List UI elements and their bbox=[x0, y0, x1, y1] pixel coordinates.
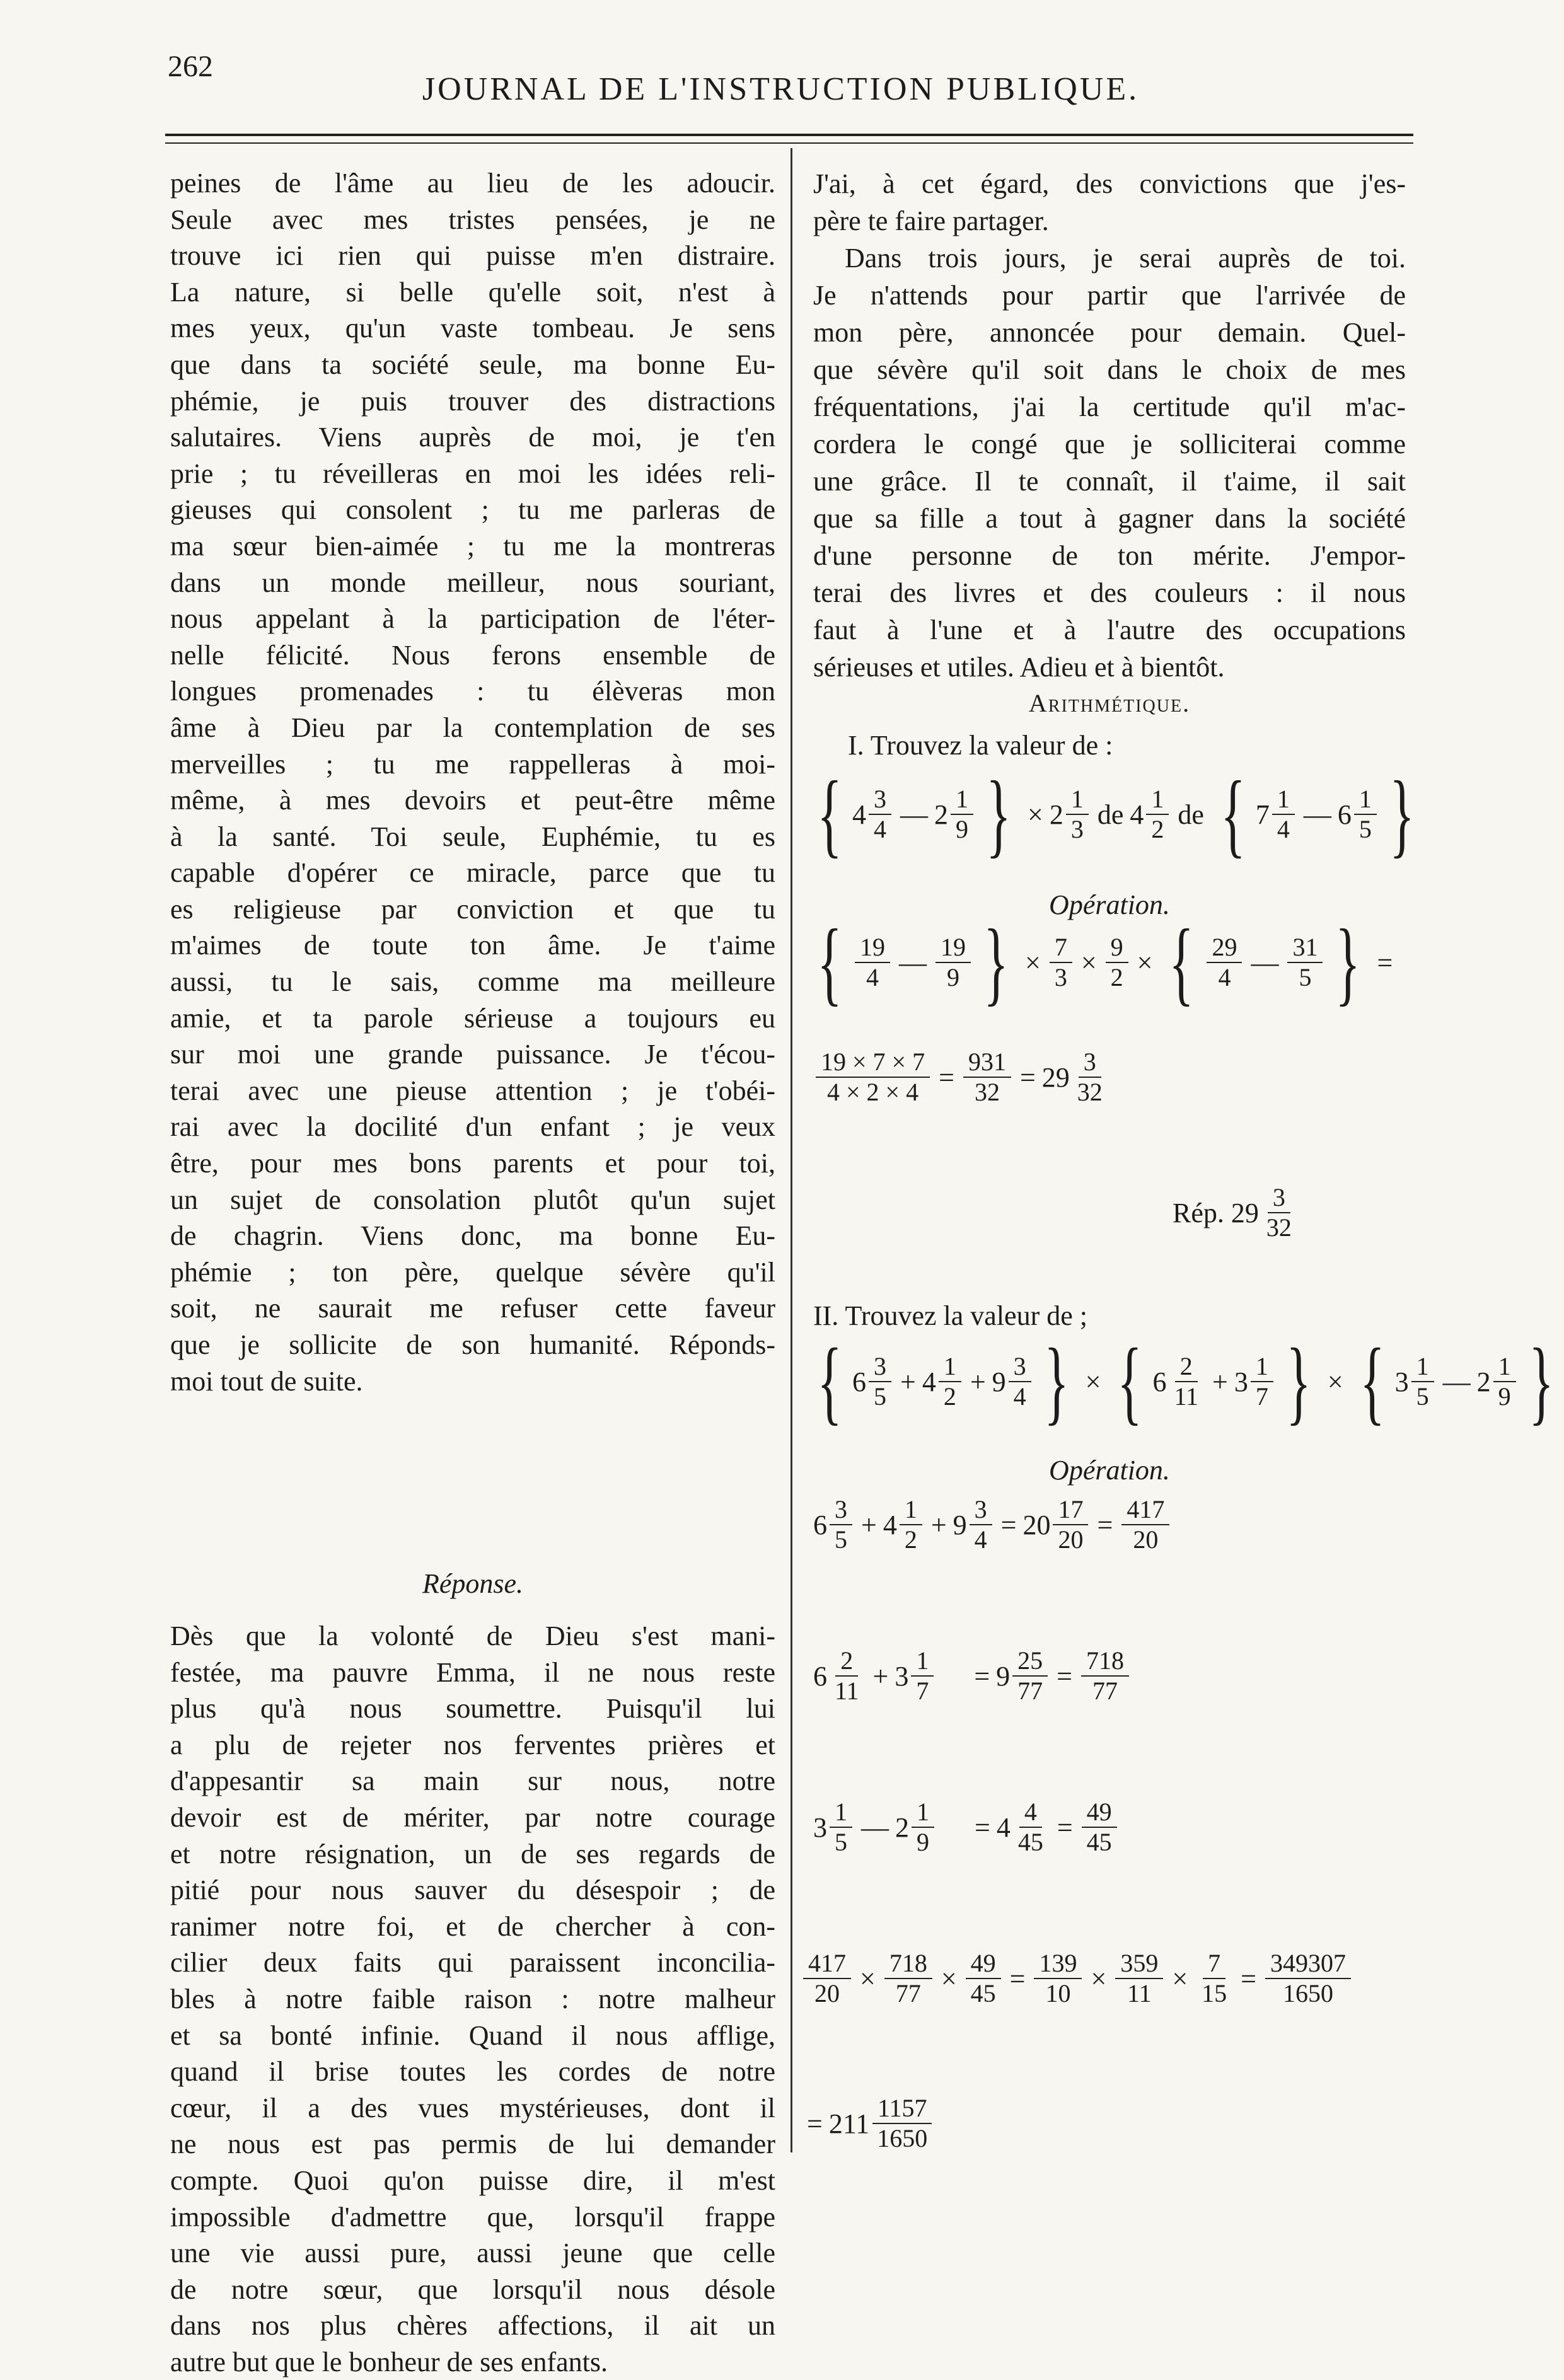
text-line: ma sœur bien-aimée ; tu me la montreras bbox=[170, 530, 775, 562]
text-line: une grâce. Il te connaît, il t'aime, il sait bbox=[813, 466, 1406, 497]
text-line: de chagrin. Viens donc, ma bonne Eu- bbox=[170, 1220, 775, 1252]
text-line: être, pour mes bons parents et pour toi, bbox=[170, 1148, 775, 1179]
problem-2-expression: { 6 $\frac{3}{5}$ + 4 $\frac{1}{2}$ + 9 $\frac{3}{4}$ } × { 6 $\frac{2}{11}$ + 3 $\frac{1}{7}$ } × { 3 $\frac{1}{5}$ — 2 $\frac{1}{9}$ } bbox=[817, 1329, 1554, 1434]
problem-2-step-1: 6 $\frac{3}{5}$ + 4 $\frac{1}{2}$ + 9 $\frac{3}{4}$ = 20 $\frac{17}{20}$ = $\frac{417}{20}$ bbox=[813, 1495, 1172, 1554]
text-line: faut à l'une et à l'autre des occupations bbox=[813, 615, 1406, 645]
text-line: que sévère qu'il soit dans le choix de mes bbox=[813, 354, 1406, 385]
problem-1-step-2: $\frac{19 \times 7 \times 7}{4 \times 2 \times 4}$ = $\frac{931}{32}$ = 29 $\frac{3}{32}$ bbox=[813, 1048, 1110, 1107]
problem-2-step-2: 6 $\frac{2}{11}$ + 3 $\frac{1}{7}$ = 9 $\frac{25}{77}$ = $\frac{718}{77}$ bbox=[813, 1646, 1132, 1706]
text-line: amie, et ta parole sérieuse a toujours eu bbox=[170, 1002, 775, 1034]
text-line: bles à notre faible raison : notre malheur bbox=[170, 1983, 775, 2014]
text-line: rai avec la docilité d'un enfant ; je veux bbox=[170, 1111, 775, 1143]
text-line: cilier deux faits qui paraissent inconcilia- bbox=[170, 1947, 775, 1979]
letter-text bbox=[170, 165, 775, 1399]
text-line: que dans ta société seule, ma bonne Eu- bbox=[170, 349, 775, 380]
text-line: festée, ma pauvre Emma, il ne nous reste bbox=[170, 1656, 775, 1688]
text-line: et sa bonté infinie. Quand il nous afflige, bbox=[170, 2019, 775, 2051]
text-line: père te faire partager. bbox=[813, 205, 1049, 236]
text-line: quand il brise toutes les cordes de notre bbox=[170, 2056, 775, 2088]
right-column bbox=[807, 165, 1554, 2152]
problem-1-answer: Rép. 29 $\frac{3}{32}$ bbox=[1173, 1183, 1292, 1242]
text-line: plus qu'à nous soumettre. Puisqu'il lui bbox=[170, 1693, 775, 1724]
text-line: capable d'opérer ce miracle, parce que tu bbox=[170, 857, 775, 889]
text-line: terai avec une pieuse attention ; je t'obéi- bbox=[170, 1075, 775, 1106]
problem-1-expression: { 4 $\frac{3}{4}$ — 2 $\frac{1}{9}$ } × 2 $\frac{1}{3}$ de 4 $\frac{1}{2}$ de { 7 $\frac{1}{4}$ — 6 $\frac{1}{5}$ } bbox=[817, 762, 1415, 867]
text-line: une vie aussi pure, aussi jeune que celle bbox=[170, 2238, 775, 2269]
left-brace: { bbox=[817, 762, 842, 867]
problem-1-operation-label: Opération. bbox=[1049, 889, 1170, 920]
text-line: soit, ne saurait me refuser cette faveur bbox=[170, 1293, 775, 1324]
text-line: sur moi une grande puissance. Je t'écou- bbox=[170, 1039, 775, 1070]
text-line: impossible d'admettre que, lorsqu'il frappe bbox=[170, 2201, 775, 2233]
text-line: longues promenades : tu élèveras mon bbox=[170, 676, 775, 707]
problem-2-step-3: 3 $\frac{1}{5}$ — 2 $\frac{1}{9}$ = 4 $\frac{4}{45}$ = $\frac{49}{45}$ bbox=[813, 1798, 1120, 1857]
text-line: sérieuses et utiles. Adieu et à bientôt. bbox=[813, 652, 1225, 683]
text-line: même, à mes devoirs et peut-être même bbox=[170, 785, 775, 816]
text-line: d'appesantir sa main sur nous, notre bbox=[170, 1765, 775, 1797]
problem-1-prompt: I. Trouvez la valeur de : bbox=[848, 730, 1113, 761]
text-line: cordera le congé que je solliciterai comme bbox=[813, 429, 1406, 459]
text-line: prie ; tu réveilleras en moi les idées reli- bbox=[170, 458, 775, 489]
problem-2-result: = 211 $\frac{1157}{1650}$ bbox=[801, 2094, 935, 2153]
text-line: à la santé. Toi seule, Euphémie, tu es bbox=[170, 821, 775, 852]
text-line: es religieuse par conviction et que tu bbox=[170, 893, 775, 925]
text-line: moi tout de suite. bbox=[170, 1365, 363, 1397]
reponse-title: Réponse. bbox=[422, 1568, 524, 1599]
header-rule bbox=[165, 134, 1413, 144]
column-divider bbox=[791, 148, 792, 2152]
text-line: Seule avec mes tristes pensées, je ne bbox=[170, 204, 775, 235]
letter-continuation bbox=[813, 165, 1406, 686]
text-line: gieuses qui consolent ; tu me parleras de bbox=[170, 494, 775, 526]
text-line: de notre sœur, que lorsqu'il nous désole bbox=[170, 2273, 775, 2305]
text-line: phémie, je puis trouver des distractions bbox=[170, 385, 775, 417]
running-title: JOURNAL DE L'INSTRUCTION PUBLIQUE. bbox=[422, 71, 1140, 107]
text-line: âme à Dieu par la contemplation de ses bbox=[170, 712, 775, 743]
text-line: Dans trois jours, je serai auprès de toi. bbox=[845, 243, 1406, 274]
text-line: trouve ici rien qui puisse m'en distraire. bbox=[170, 240, 775, 272]
text-line: mes yeux, qu'un vaste tombeau. Je sens bbox=[170, 313, 775, 344]
problem-1-step-1: { $\frac{19}{4}$ — $\frac{19}{9}$ } × $\frac{7}{3}$ × $\frac{9}{2}$ × { $\frac{29}{4}$ — $\frac{31}{5}$ } = bbox=[817, 910, 1393, 1015]
problem-2-prompt: II. Trouvez la valeur de ; bbox=[813, 1300, 1087, 1331]
text-line: autre but que le bonheur de ses enfants. bbox=[170, 2346, 608, 2377]
text-line: nous appelant à la participation de l'éter- bbox=[170, 603, 775, 635]
text-line: ranimer notre foi, et de chercher à con- bbox=[170, 1910, 775, 1942]
problem-2-operation-label: Opération. bbox=[1049, 1455, 1170, 1486]
text-line: cœur, il a des vues mystérieuses, dont il bbox=[170, 2092, 775, 2123]
text-line: aussi, tu le sais, comme ma meilleure bbox=[170, 966, 775, 998]
text-line: fréquentations, j'ai la certitude qu'il m'ac- bbox=[813, 391, 1406, 422]
text-line: peines de l'âme au lieu de les adoucir. bbox=[170, 168, 775, 199]
text-line: Je n'attends pour partir que l'arrivée de bbox=[813, 280, 1406, 311]
text-line: J'ai, à cet égard, des convictions que j'es- bbox=[813, 168, 1406, 199]
section-title: Arithmétique. bbox=[1028, 689, 1191, 717]
text-line: salutaires. Viens auprès de moi, je t'en bbox=[170, 422, 775, 453]
text-line: mon père, annoncée pour demain. Quel- bbox=[813, 317, 1406, 348]
text-line: a plu de rejeter nos ferventes prières et bbox=[170, 1729, 775, 1760]
text-line: pitié pour nous sauver du désespoir ; de bbox=[170, 1875, 775, 1906]
text-line: merveilles ; tu me rappelleras à moi- bbox=[170, 748, 775, 780]
left-column bbox=[170, 165, 775, 2377]
problem-2-step-4: $\frac{417}{20}$ × $\frac{718}{77}$ × $\frac{49}{45}$ = $\frac{139}{10}$ × $\frac{359}{11}$ × $\frac{7}{15}$ = $\frac{349307}{1650}$ bbox=[801, 1949, 1353, 2008]
text-line: m'aimes de toute ton âme. Je t'aime bbox=[170, 930, 775, 961]
text-line: dans nos plus chères affections, il ait un bbox=[170, 2310, 775, 2342]
text-line: nelle félicité. Nous ferons ensemble de bbox=[170, 639, 775, 671]
text-line: compte. Quoi qu'on puisse dire, il m'est bbox=[170, 2164, 775, 2196]
text-line: et notre résignation, un de ses regards de bbox=[170, 1838, 775, 1869]
text-line: phémie ; ton père, quelque sévère qu'il bbox=[170, 1256, 775, 1288]
text-line: dans un monde meilleur, nous souriant, bbox=[170, 567, 775, 598]
text-line: Dès que la volonté de Dieu s'est mani- bbox=[170, 1620, 775, 1651]
text-line: que sa fille a tout à gagner dans la société bbox=[813, 503, 1406, 534]
text-line: ne nous est pas permis de lui demander bbox=[170, 2129, 775, 2160]
text-line: devoir est de mériter, par notre courage bbox=[170, 1801, 775, 1833]
text-line: d'une personne de ton mérite. J'empor- bbox=[813, 540, 1406, 571]
text-line: terai des livres et des couleurs : il nous bbox=[813, 577, 1406, 608]
page-number: 262 bbox=[168, 50, 213, 83]
reply-text bbox=[170, 1618, 775, 2380]
text-line: que je sollicite de son humanité. Réponds- bbox=[170, 1329, 775, 1360]
text-line: La nature, si belle qu'elle soit, n'est à bbox=[170, 276, 775, 308]
text-line: un sujet de consolation plutôt qu'un sujet bbox=[170, 1184, 775, 1215]
right-brace: } bbox=[986, 762, 1011, 867]
